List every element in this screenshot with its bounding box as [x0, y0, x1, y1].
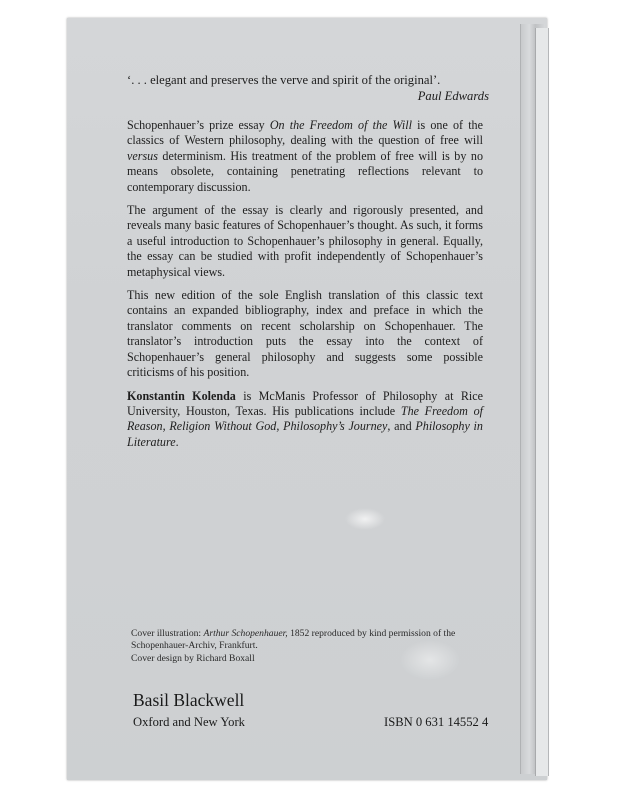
- author-bio: [127, 389, 483, 451]
- publication-titles: The Freedom of Reason, Religion Without God, Philosophy’s Journey: [127, 403, 483, 434]
- publisher-name: Basil Blackwell: [133, 690, 245, 710]
- page-edge: [535, 28, 549, 776]
- paragraph-text: determinism. His treatment of the problem of free will is by no means obsolete, containing penetrating reflections relevant to contemporary discussion.: [127, 148, 483, 194]
- review-quote: [127, 72, 489, 104]
- illustration-title: Arthur Schopenhauer,: [203, 628, 288, 639]
- author-name: Konstantin Kolenda: [127, 388, 236, 403]
- credit-text: 1852 reproduced by kind permission of the Schopenhauer-Archiv, Frankfurt.: [131, 628, 456, 652]
- blurb: [127, 118, 483, 458]
- essay-title: On the Freedom of the Will: [269, 118, 412, 132]
- blurb-paragraph-1: [127, 118, 483, 195]
- publisher-place: Oxford and New York: [133, 715, 245, 729]
- blurb-paragraph-2: The argument of the essay is clearly and rigorously presented, and reveals many basic features of Schopenhauer’s thought. As such, it forms a useful introduction to Schopenhauer’s philosophy in general. Equally, the essay can be studied with profit independently of Schopenhauer’s metaphysical views.: [127, 203, 483, 279]
- credit-label: Cover illustration:: [131, 628, 204, 639]
- quote-text: ‘. . . elegant and preserves the verve and spirit of the original’.: [127, 73, 441, 87]
- bio-text: , and: [387, 419, 416, 434]
- quote-author: Paul Edwards: [417, 89, 489, 103]
- isbn: ISBN 0 631 14552 4: [384, 715, 489, 729]
- emphasis-versus: versus: [127, 148, 158, 163]
- publication-title: Philosophy in Literature: [127, 419, 483, 449]
- blurb-paragraph-3: This new edition of the sole English translation of this classic text contains an expanded bibliography, index and preface in which the translator comments on recent scholarship on Schopenhauer. The translator’s introduction puts the essay into the context of Schopenhauer’s general philosophy and suggests some possible criticisms of his position.: [127, 288, 483, 380]
- bio-text: .: [175, 434, 179, 449]
- design-credit: Cover design by Richard Boxall: [131, 652, 255, 664]
- paragraph-text: Schopenhauer’s prize essay: [127, 118, 270, 132]
- cover-scuff-mark: [345, 508, 385, 530]
- bio-text: is McManis Professor of Philosophy at Rice University, Houston, Texas. His publications include: [127, 388, 483, 418]
- cover-credits: [131, 628, 501, 665]
- paragraph-text: is one of the classics of Western philosophy, dealing with the question of free will: [127, 118, 483, 148]
- illustration-credit: [131, 628, 501, 653]
